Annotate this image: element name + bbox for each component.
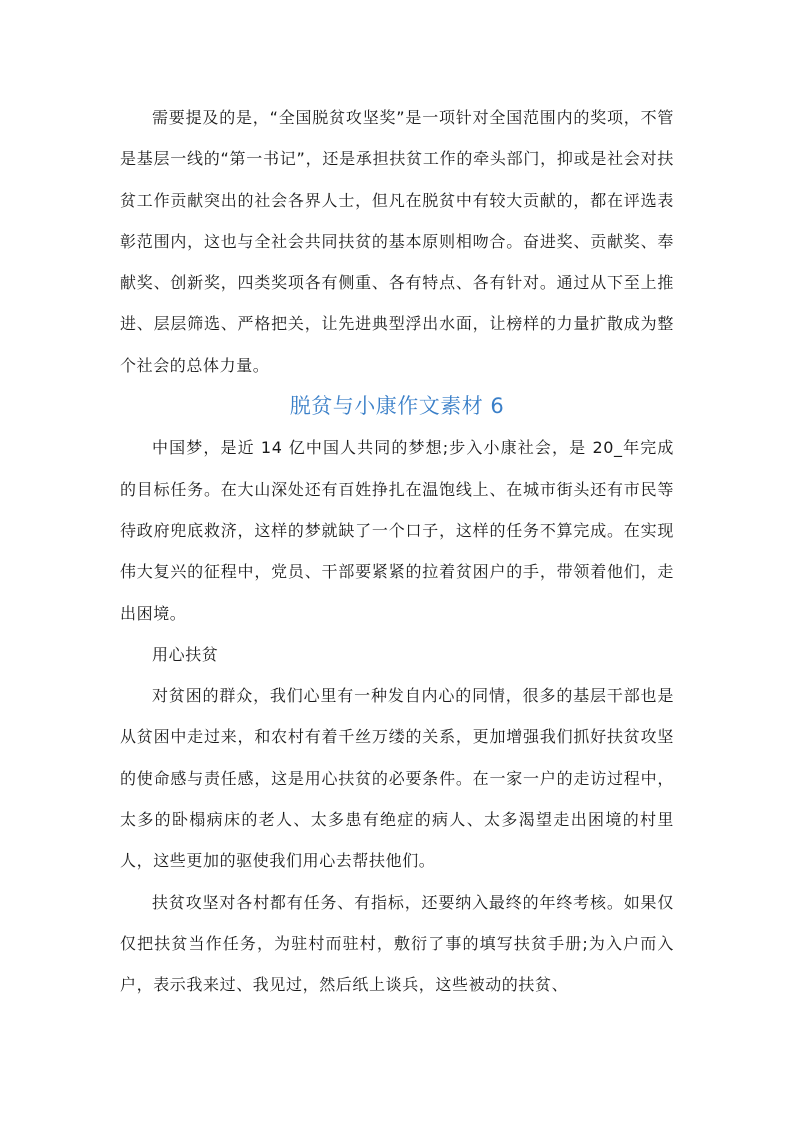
- paragraph-sympathy: 对贫困的群众，我们心里有一种发自内心的同情，很多的基层干部也是从贫困中走过来，和农村有着千丝万缕的关系，更加增强我们抓好扶贫攻坚的使命感与责任感，这是用心扶贫的必要条件。在一家一户的走访过程中，太多的卧榻病床的老人、太多患有绝症的病人、太多渴望走出困境的村里人，这些更加的驱使我们用心去帮扶他们。: [120, 686, 674, 871]
- document-page: [120, 97, 674, 1006]
- subheading-careful-poverty-relief: 用心扶贫: [152, 644, 219, 664]
- section-heading: 脱贫与小康作文素材 6: [289, 394, 505, 419]
- paragraph-award-intro: 需要提及的是，“全国脱贫攻坚奖”是一项针对全国范围内的奖项，不管是基层一线的“第一书记”，还是承担扶贫工作的牵头部门，抑或是社会对扶贫工作贡献突出的社会各界人士，但凡在脱贫中有较大贡献的，都在评选表彰范围内，这也与全社会共同扶贫的基本原则相吻合。奋进奖、贡献奖、奉献奖、创新奖，四类奖项各有侧重、各有特点、各有针对。通过从下至上推进、层层筛选、严格把关，让先进典型浮出水面，让榜样的力量扩散成为整个社会的总体力量。: [120, 108, 674, 375]
- paragraph-tasks-assessment: 扶贫攻坚对各村都有任务、有指标，还要纳入最终的年终考核。如果仅仅把扶贫当作任务，为驻村而驻村，敷衍了事的填写扶贫手册;为入户而入户，表示我来过、我见过，然后纸上谈兵，这些被动的扶贫、: [120, 892, 674, 995]
- paragraph-china-dream: 中国梦，是近 14 亿中国人共同的梦想;步入小康社会，是 20_年完成的目标任务。在大山深处还有百姓挣扎在温饱线上、在城市街头还有市民等待政府兜底救济，这样的梦就缺了一个口子，这样的任务不算完成。在实现伟大复兴的征程中，党员、干部要紧紧的拉着贫困户的手，带领着他们，走出困境。: [120, 438, 674, 623]
